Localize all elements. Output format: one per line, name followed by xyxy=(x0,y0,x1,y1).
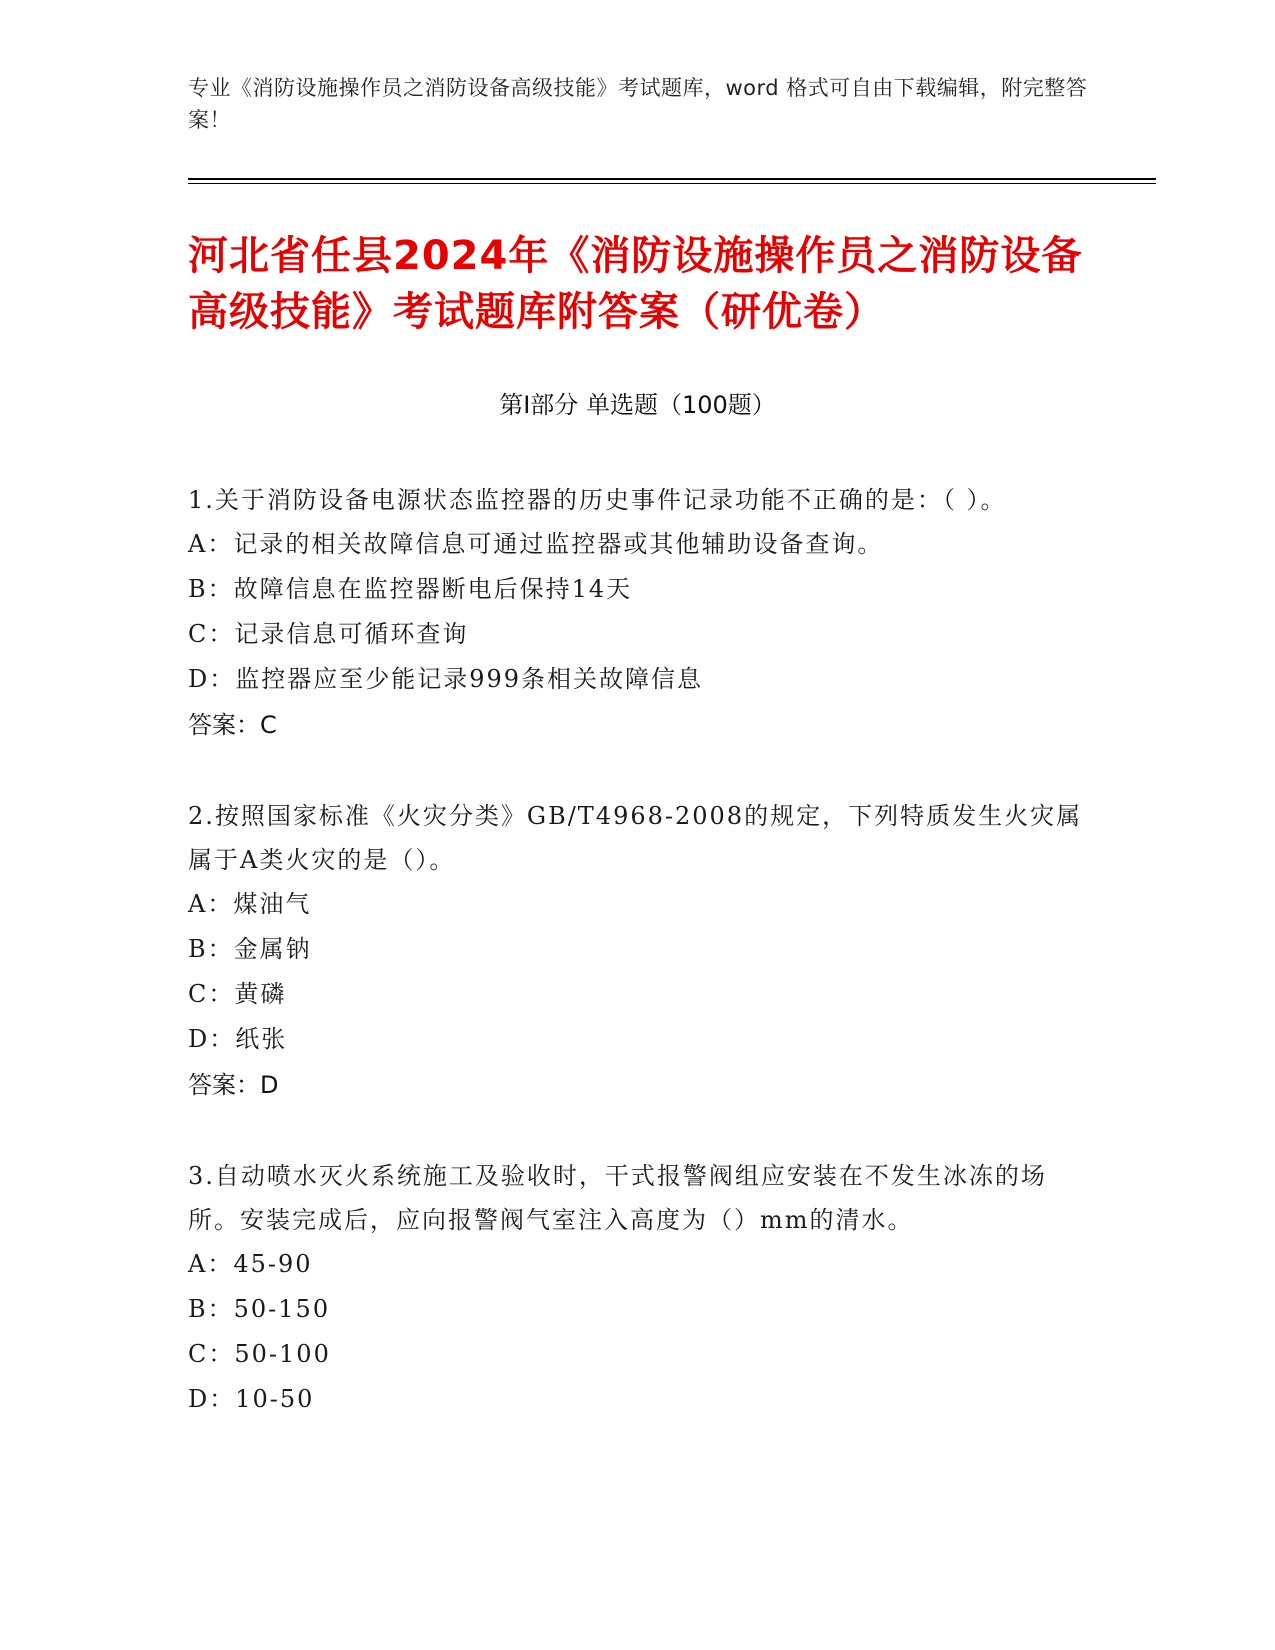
section-heading: 第Ⅰ部分 单选题（100题） xyxy=(499,391,776,419)
option-b xyxy=(188,927,1088,972)
option-key: B： xyxy=(188,935,234,963)
option-key: B： xyxy=(188,1295,234,1323)
option-c xyxy=(188,612,1088,657)
question-1 xyxy=(188,478,1088,748)
option-key: C： xyxy=(188,980,235,1008)
header-divider-thick xyxy=(188,178,1156,180)
option-text: 黄磷 xyxy=(234,980,287,1008)
option-text: 记录信息可循环查询 xyxy=(234,620,469,648)
option-d xyxy=(188,657,1088,702)
option-key: A： xyxy=(188,530,234,558)
option-text: 金属钠 xyxy=(233,935,312,963)
option-key: A： xyxy=(188,1250,234,1278)
option-d xyxy=(188,1017,1088,1062)
question-3 xyxy=(188,1154,1088,1422)
option-key: D： xyxy=(188,1025,236,1053)
option-a xyxy=(188,522,1088,567)
option-d xyxy=(188,1377,1088,1422)
option-a xyxy=(188,882,1088,927)
option-key: D： xyxy=(188,665,236,693)
option-text: 50-100 xyxy=(234,1340,331,1368)
option-b xyxy=(188,1287,1088,1332)
question-2 xyxy=(188,794,1088,1108)
option-text: 记录的相关故障信息可通过监控器或其他辅助设备查询。 xyxy=(233,530,884,558)
option-a xyxy=(188,1242,1088,1287)
option-text: 监控器应至少能记录999条相关故障信息 xyxy=(235,665,704,693)
option-text: 50-150 xyxy=(233,1295,331,1323)
answer-line: 答案：C xyxy=(188,711,277,739)
option-text: 故障信息在监控器断电后保持14天 xyxy=(233,575,633,603)
option-key: C： xyxy=(188,1340,235,1368)
option-b xyxy=(188,567,1088,612)
question-stem: 1.关于消防设备电源状态监控器的历史事件记录功能不正确的是：（ ）。 xyxy=(188,486,1007,514)
option-key: C： xyxy=(188,620,235,648)
question-stem: 3.自动喷水灭火系统施工及验收时，干式报警阀组应安装在不发生冰冻的场所。安装完成后，应向报警阀气室注入高度为（）mm的清水。 xyxy=(188,1162,1047,1234)
option-key: A： xyxy=(188,890,234,918)
header-divider-thin xyxy=(188,183,1156,184)
option-text: 纸张 xyxy=(235,1025,288,1053)
option-text: 10-50 xyxy=(235,1385,315,1413)
option-c xyxy=(188,972,1088,1017)
option-text: 45-90 xyxy=(233,1250,313,1278)
header-note: 专业《消防设施操作员之消防设备高级技能》考试题库，word 格式可自由下载编辑，附完整答案！ xyxy=(188,76,1088,132)
answer-line: 答案：D xyxy=(188,1071,279,1099)
document-title: 河北省任县2024年《消防设施操作员之消防设备高级技能》考试题库附答案（研优卷） xyxy=(188,233,1083,335)
option-c xyxy=(188,1332,1088,1377)
question-list xyxy=(188,478,1088,1468)
question-stem: 2.按照国家标准《火灾分类》GB/T4968-2008的规定，下列特质发生火灾属属于A类火灾的是（）。 xyxy=(188,802,1083,874)
option-key: D： xyxy=(188,1385,236,1413)
option-key: B： xyxy=(188,575,234,603)
option-text: 煤油气 xyxy=(233,890,312,918)
